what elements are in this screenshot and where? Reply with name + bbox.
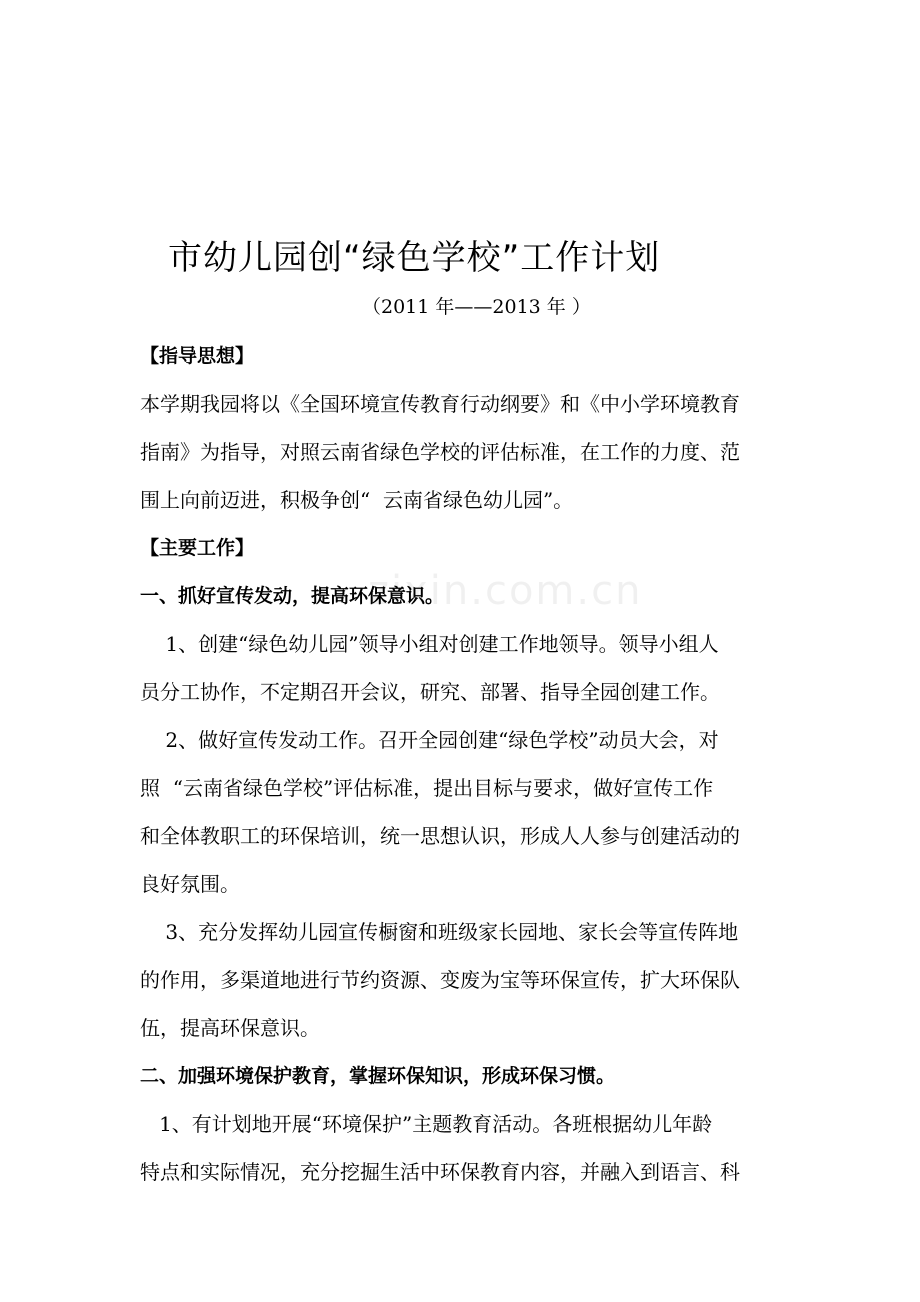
paragraph-line: 2、做好宣传发动工作。召开全园创建“绿色学校”动员大会，对: [140, 728, 719, 752]
paragraph-line: 员分工协作，不定期召开会议，研究、部署、指导全园创建工作。: [140, 680, 720, 704]
heading-1: 一、抓好宣传发动，提高环保意识。: [140, 585, 445, 607]
paragraph-line: 良好氛围。: [140, 872, 240, 896]
heading-2: 二、加强环境保护教育，掌握环保知识，形成环保习惯。: [140, 1065, 616, 1087]
section-heading-guiding: 【指导思想】: [140, 345, 255, 367]
paragraph-line: 本学期我园将以《全国环境宣传教育行动纲要》和《中小学环境教育: [140, 392, 740, 416]
paragraph-2: [140, 716, 785, 908]
paragraph-4: [140, 1100, 785, 1196]
paragraph-line: 特点和实际情况，充分挖掘生活中环保教育内容，并融入到语言、科: [140, 1160, 740, 1184]
paragraph-3: [140, 908, 785, 1052]
paragraph-line: 3、充分发挥幼儿园宣传橱窗和班级家长园地、家长会等宣传阵地: [140, 920, 739, 944]
paragraph-line: 照 “云南省绿色学校”评估标准，提出目标与要求，做好宣传工作: [140, 776, 714, 800]
document-subtitle: （2011 年——2013 年 ）: [362, 296, 591, 318]
guiding-paragraph: [140, 380, 785, 524]
paragraph-1: [140, 620, 785, 716]
section-heading-main: 【主要工作】: [140, 537, 255, 559]
paragraph-line: 指南》为指导，对照云南省绿色学校的评估标准，在工作的力度、范: [140, 440, 740, 464]
paragraph-line: 围上向前迈进，积极争创“ 云南省绿色幼儿园”。: [140, 488, 574, 512]
paragraph-line: 和全体教职工的环保培训，统一思想认识，形成人人参与创建活动的: [140, 824, 740, 848]
paragraph-line: 伍，提高环保意识。: [140, 1016, 320, 1040]
watermark: zixin.com.cn: [368, 568, 643, 614]
paragraph-line: 1、有计划地开展“环境保护”主题教育活动。各班根据幼儿年龄: [140, 1112, 713, 1136]
document-title: 市幼儿园创“绿色学校”工作计划: [168, 238, 661, 278]
paragraph-line: 1、创建“绿色幼儿园”领导小组对创建工作地领导。领导小组人: [140, 632, 719, 656]
paragraph-line: 的作用，多渠道地进行节约资源、变废为宝等环保宣传，扩大环保队: [140, 968, 740, 992]
